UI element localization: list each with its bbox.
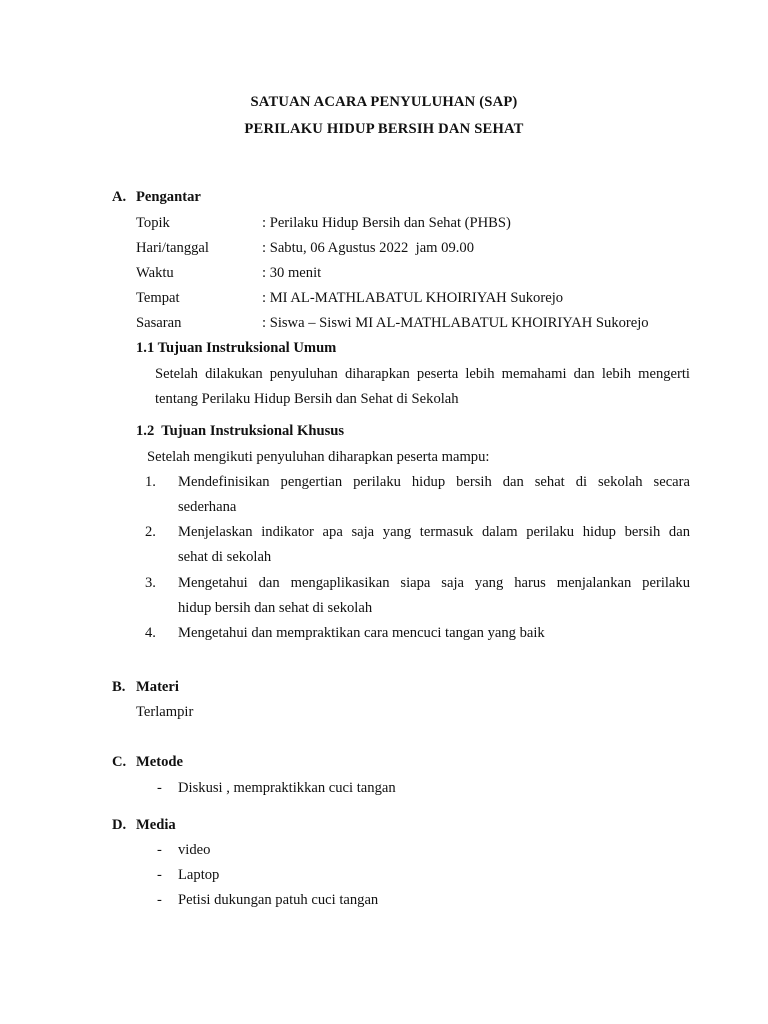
tik-item-2-number: 2. [145,524,156,540]
tik-item-1-number: 1. [145,474,156,490]
row-waktu-value: : 30 menit [262,265,322,281]
document-title-line1: SATUAN ACARA PENYULUHAN (SAP) [250,94,518,110]
row-waktu-label: Waktu [136,265,174,281]
tik-item-3-number: 3. [145,575,156,591]
section-b-body: Terlampir [136,704,194,720]
section-a-letter: A. [112,189,127,205]
section-d-item-3-text: Petisi dukungan patuh cuci tangan [178,892,379,908]
section-b-heading: Materi [136,679,179,695]
row-topik-value: : Perilaku Hidup Bersih dan Sehat (PHBS) [262,215,511,231]
row-tempat-value: : MI AL-MATHLABATUL KHOIRIYAH Sukorejo [262,290,564,306]
section-c-item-1-bullet: - [157,780,162,796]
tik-item-1-line1: Mendefinisikan pengertian perilaku hidup bersih dan sehat di sekolah secara [178,474,690,490]
section-c-item-1-text: Diskusi , mempraktikkan cuci tangan [178,780,396,796]
tik-item-4-number: 4. [145,625,156,641]
row-hari-label: Hari/tanggal [136,240,209,256]
section-d-heading: Media [136,817,176,833]
section-c-letter: C. [112,754,127,770]
section-d-item-3-bullet: - [157,892,162,908]
row-tempat-label: Tempat [136,290,180,306]
tiu-line1: Setelah dilakukan penyuluhan diharapkan peserta lebih memahami dan lebih mengerti [155,366,690,382]
row-sasaran-value: : Siswa – Siswi MI AL-MATHLABATUL KHOIRIYAH Sukorejo [262,315,649,331]
tik-item-4-line1: Mengetahui dan mempraktikan cara mencuci tangan yang baik [178,625,545,641]
tik-item-3-line2: hidup bersih dan sehat di sekolah [178,600,373,616]
section-b-letter: B. [112,679,126,695]
section-c-heading: Metode [136,754,184,770]
section-a-heading: Pengantar [136,189,201,205]
tik-heading: 1.2 Tujuan Instruksional Khusus [136,423,345,439]
tik-item-1-line2: sederhana [178,499,237,515]
row-hari-value: : Sabtu, 06 Agustus 2022 jam 09.00 [262,240,475,256]
section-d-item-2-text: Laptop [178,867,220,883]
tik-item-3-line1: Mengetahui dan mengaplikasikan siapa saja yang harus menjalankan perilaku [178,575,690,591]
section-d-item-2-bullet: - [157,867,162,883]
section-d-item-1-bullet: - [157,842,162,858]
document-title-line2: PERILAKU HIDUP BERSIH DAN SEHAT [244,121,524,137]
row-topik-label: Topik [136,215,170,231]
tiu-line2: tentang Perilaku Hidup Bersih dan Sehat di Sekolah [155,391,459,407]
tik-item-2-line2: sehat di sekolah [178,549,272,565]
row-sasaran-label: Sasaran [136,315,182,331]
section-d-letter: D. [112,817,127,833]
tik-item-2-line1: Menjelaskan indikator apa saja yang termasuk dalam perilaku hidup bersih dan [178,524,690,540]
tik-intro: Setelah mengikuti penyuluhan diharapkan peserta mampu: [147,449,490,465]
tiu-heading: 1.1 Tujuan Instruksional Umum [136,340,337,356]
section-d-item-1-text: video [178,842,211,858]
